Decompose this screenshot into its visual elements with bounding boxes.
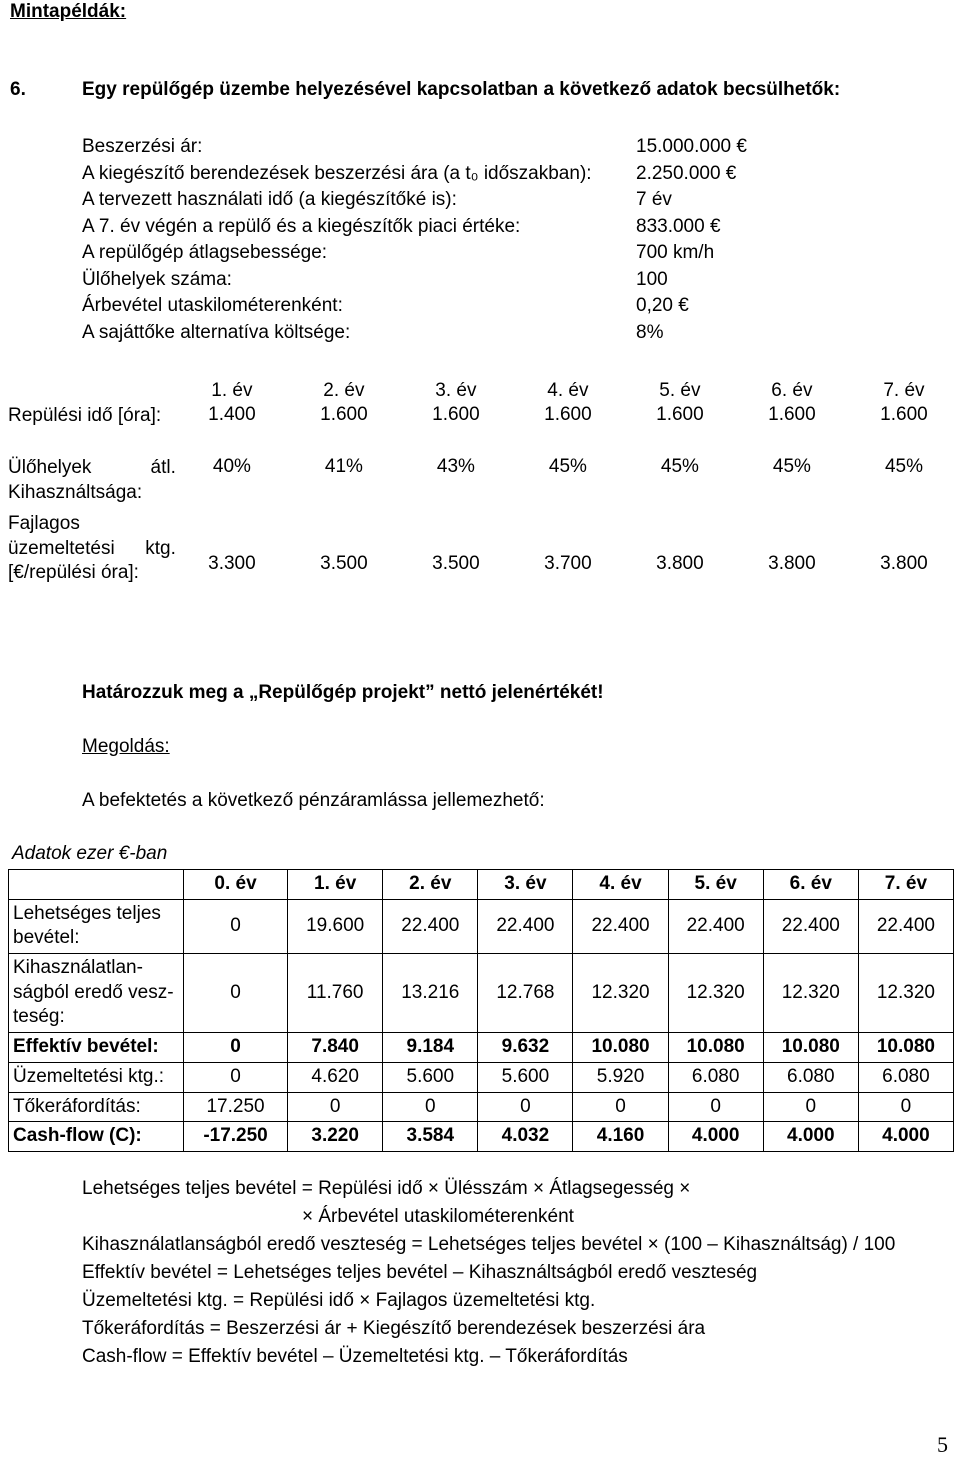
table-cell: 1.400 <box>208 404 256 425</box>
table-cell: 1.600 <box>432 404 480 425</box>
table-cell: 19.600 <box>288 899 383 953</box>
table-cell: 5.600 <box>383 1062 478 1092</box>
table-cell: 5.920 <box>573 1062 668 1092</box>
table-cell: 45% <box>660 456 699 477</box>
table-cell: 3.800 <box>880 553 928 574</box>
column-header: 6. év <box>763 870 858 900</box>
table-cell: 0 <box>184 899 288 953</box>
formula-line: Üzemeltetési ktg. = Repülési idő × Fajlagos üzemeltetési ktg. <box>82 1290 596 1311</box>
table-cell: 0 <box>573 1092 668 1122</box>
table-caption: Adatok ezer €-ban <box>12 843 168 864</box>
table-cell: 41% <box>324 456 363 477</box>
table-row <box>8 404 960 456</box>
table-cell: 0 <box>184 1033 288 1063</box>
table-cell: 3.220 <box>288 1122 383 1152</box>
table-row <box>9 1033 954 1063</box>
table-cell: 10.080 <box>763 1033 858 1063</box>
table-cell: 9.184 <box>383 1033 478 1063</box>
table-cell: -17.250 <box>184 1122 288 1152</box>
table-cell: 0 <box>383 1092 478 1122</box>
table-cell: 12.320 <box>573 954 668 1033</box>
table-cell: 0 <box>184 1062 288 1092</box>
column-header: 4. év <box>547 380 589 401</box>
row-label: Lehetséges teljes bevétel: <box>9 899 184 953</box>
table-cell: 17.250 <box>184 1092 288 1122</box>
task-statement: Határozzuk meg a „Repülőgép projekt” nettó jelenértékét! <box>82 682 604 703</box>
cashflow-table <box>8 869 954 1152</box>
table-cell: 10.080 <box>858 1033 953 1063</box>
table-cell: 11.760 <box>288 954 383 1033</box>
column-header: 3. év <box>478 870 573 900</box>
row-label: Üzemeltetési ktg.: <box>9 1062 184 1092</box>
column-header: 5. év <box>668 870 763 900</box>
table-cell: 40% <box>212 456 251 477</box>
row-label: Ülőhelyek átl. Kihasználtsága: <box>8 457 176 503</box>
table-row <box>9 1122 954 1152</box>
column-header: 3. év <box>435 380 477 401</box>
table-cell: 3.584 <box>383 1122 478 1152</box>
column-header: 1. év <box>211 380 253 401</box>
table-cell: 45% <box>884 456 923 477</box>
table-cell: 3.700 <box>544 553 592 574</box>
row-label: Kihasználatlan-ságból eredő vesz-teség: <box>9 954 184 1033</box>
problem-statement: Egy repülőgép üzembe helyezésével kapcsolatban a következő adatok becsülhetők: <box>82 79 841 100</box>
parameter-value: 100 <box>636 268 668 290</box>
table-cell: 12.320 <box>858 954 953 1033</box>
table-cell: 43% <box>436 456 475 477</box>
table-cell: 10.080 <box>668 1033 763 1063</box>
table-cell: 0 <box>668 1092 763 1122</box>
table-row <box>9 954 954 1033</box>
row-label: Effektív bevétel: <box>9 1033 184 1063</box>
column-header: 0. év <box>184 870 288 900</box>
table-cell: 1.600 <box>880 404 928 425</box>
column-header: 4. év <box>573 870 668 900</box>
table-cell: 1.600 <box>656 404 704 425</box>
formula-line: × Árbevétel utaskilométerenként <box>302 1206 574 1227</box>
table-cell: 1.600 <box>768 404 816 425</box>
column-header: 5. év <box>659 380 701 401</box>
parameter-label: A 7. év végén a repülő és a kiegészítők piaci értéke: <box>82 215 521 237</box>
table-cell: 4.160 <box>573 1122 668 1152</box>
row-label: Fajlagos üzemeltetési ktg. [€/repülési óra]: <box>8 513 176 584</box>
parameter-value: 2.250.000 € <box>636 162 737 184</box>
table-cell: 0 <box>763 1092 858 1122</box>
table-row <box>8 456 960 512</box>
table-cell: 10.080 <box>573 1033 668 1063</box>
table-cell: 22.400 <box>668 899 763 953</box>
formula-line: Tőkeráfordítás = Beszerzési ár + Kiegészítő berendezések beszerzési ára <box>82 1318 706 1339</box>
table-row <box>9 1062 954 1092</box>
parameter-label: A kiegészítő berendezések beszerzési ára (a t₀ időszakban): <box>82 162 592 184</box>
solution-intro: A befektetés a következő pénzáramlássa jellemezhető: <box>82 790 545 811</box>
table-cell: 0 <box>184 954 288 1033</box>
section-heading: Mintapéldák: <box>10 1 127 22</box>
table-cell: 45% <box>548 456 587 477</box>
page-number: 5 <box>937 1432 948 1457</box>
parameter-value: 8% <box>636 321 664 343</box>
table-cell: 4.000 <box>858 1122 953 1152</box>
column-header: 2. év <box>323 380 365 401</box>
table-cell: 0 <box>858 1092 953 1122</box>
table-cell: 3.800 <box>768 553 816 574</box>
parameter-value: 700 km/h <box>636 242 715 263</box>
row-label: Cash-flow (C): <box>9 1122 184 1152</box>
parameter-label: Árbevétel utaskilométerenként: <box>82 295 343 316</box>
table-cell: 0 <box>288 1092 383 1122</box>
parameter-value: 0,20 € <box>636 295 689 316</box>
table-cell: 22.400 <box>383 899 478 953</box>
table-cell: 3.500 <box>320 553 368 574</box>
table-cell: 22.400 <box>763 899 858 953</box>
solution-label: Megoldás: <box>82 736 170 757</box>
table-cell: 12.768 <box>478 954 573 1033</box>
column-header: 2. év <box>383 870 478 900</box>
problem-number: 6. <box>10 79 26 100</box>
column-header: 7. év <box>858 870 953 900</box>
table-cell: 3.500 <box>432 553 480 574</box>
table-cell: 1.600 <box>320 404 368 425</box>
table-cell: 6.080 <box>858 1062 953 1092</box>
table-cell: 6.080 <box>668 1062 763 1092</box>
table-cell: 6.080 <box>763 1062 858 1092</box>
table-row <box>9 899 954 953</box>
parameter-label: A tervezett használati idő (a kiegészítőké is): <box>82 189 457 210</box>
column-header: 1. év <box>288 870 383 900</box>
parameter-label: Ülőhelyek száma: <box>82 268 232 290</box>
table-cell: 45% <box>772 456 811 477</box>
parameter-value: 7 év <box>636 189 672 210</box>
row-label: Tőkeráfordítás: <box>9 1092 184 1122</box>
table-cell: 1.600 <box>544 404 592 425</box>
table-cell: 3.300 <box>208 553 256 574</box>
parameter-value: 833.000 € <box>636 215 721 237</box>
column-header: 6. év <box>771 380 813 401</box>
row-label: Repülési idő [óra]: <box>8 405 162 426</box>
table-cell: 12.320 <box>668 954 763 1033</box>
table-cell: 22.400 <box>573 899 668 953</box>
table-cell: 9.632 <box>478 1033 573 1063</box>
table-cell: 4.000 <box>763 1122 858 1152</box>
table-row <box>8 512 960 616</box>
table-cell: 22.400 <box>858 899 953 953</box>
table-cell: 13.216 <box>383 954 478 1033</box>
table-cell: 4.032 <box>478 1122 573 1152</box>
column-header: 7. év <box>883 380 925 401</box>
table-cell: 5.600 <box>478 1062 573 1092</box>
formula-line: Lehetséges teljes bevétel = Repülési idő × Ülésszám × Átlagsegesség × <box>82 1178 691 1199</box>
table-cell: 0 <box>478 1092 573 1122</box>
parameter-label: Beszerzési ár: <box>82 136 203 157</box>
formula-line: Kihasználatlanságból eredő veszteség = Lehetséges teljes bevétel × (100 – Kihasználtság) / 100 <box>82 1234 896 1255</box>
table-cell: 4.620 <box>288 1062 383 1092</box>
formula-line: Cash-flow = Effektív bevétel – Üzemeltetési ktg. – Tőkeráfordítás <box>82 1346 628 1367</box>
yearly-data-table <box>8 378 960 616</box>
parameter-value: 15.000.000 € <box>636 136 747 157</box>
table-cell: 3.800 <box>656 553 704 574</box>
table-cell: 12.320 <box>763 954 858 1033</box>
formula-line: Effektív bevétel = Lehetséges teljes bevétel – Kihasználtságból eredő veszteség <box>82 1262 758 1283</box>
parameter-label: A repülőgép átlagsebessége: <box>82 242 328 263</box>
table-cell: 7.840 <box>288 1033 383 1063</box>
parameter-label: A sajáttőke alternatíva költsége: <box>82 321 351 343</box>
table-cell: 4.000 <box>668 1122 763 1152</box>
table-cell: 22.400 <box>478 899 573 953</box>
table-row <box>9 1092 954 1122</box>
